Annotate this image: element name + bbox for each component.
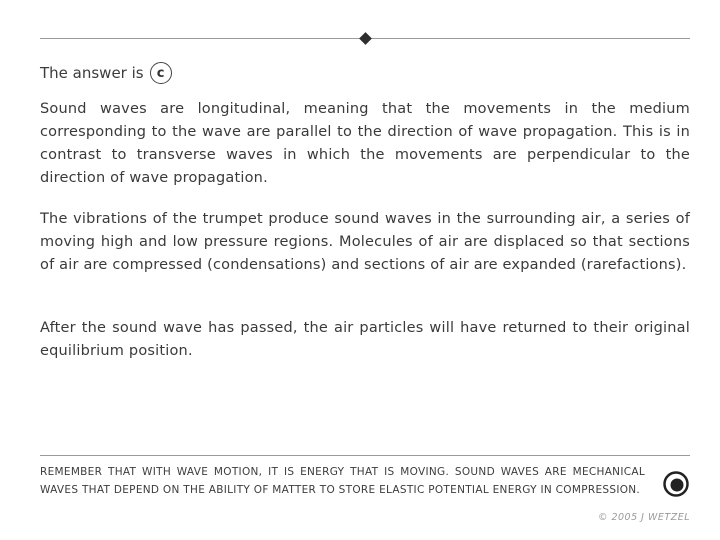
answer-line xyxy=(40,62,172,84)
answer-letter-badge: c xyxy=(150,62,172,84)
diamond-marker-icon xyxy=(359,32,372,45)
answer-prefix: The answer is xyxy=(40,64,144,82)
paragraph-equilibrium: After the sound wave has passed, the air particles will have returned to their original equilibrium position. xyxy=(40,320,690,359)
paragraph-longitudinal: Sound waves are longitudinal, meaning that the movements in the medium corresponding to the wave are parallel to the direction of wave propagation. This is in contrast to transverse waves in which the movements are perpendicular to the direction of wave propagation. xyxy=(40,101,690,186)
footer-note: REMEMBER THAT WITH WAVE MOTION, IT IS ENERGY THAT IS MOVING. SOUND WAVES ARE MECHANICAL WAVES THAT DEPEND ON THE ABILITY OF MATTER TO STORE ELASTIC POTENTIAL ENERGY IN COMPRESSION. xyxy=(40,466,645,496)
bottom-divider xyxy=(40,455,690,456)
copyright-notice: © 2005 J WETZEL xyxy=(597,512,690,523)
circle-logo-icon xyxy=(662,470,690,498)
paragraph-trumpet: The vibrations of the trumpet produce sound waves in the surrounding air, a series of moving high and low pressure regions. Molecules of air are displaced so that sections of air are compressed (condensations) and sections of air are expanded (rarefactions). xyxy=(40,211,690,273)
